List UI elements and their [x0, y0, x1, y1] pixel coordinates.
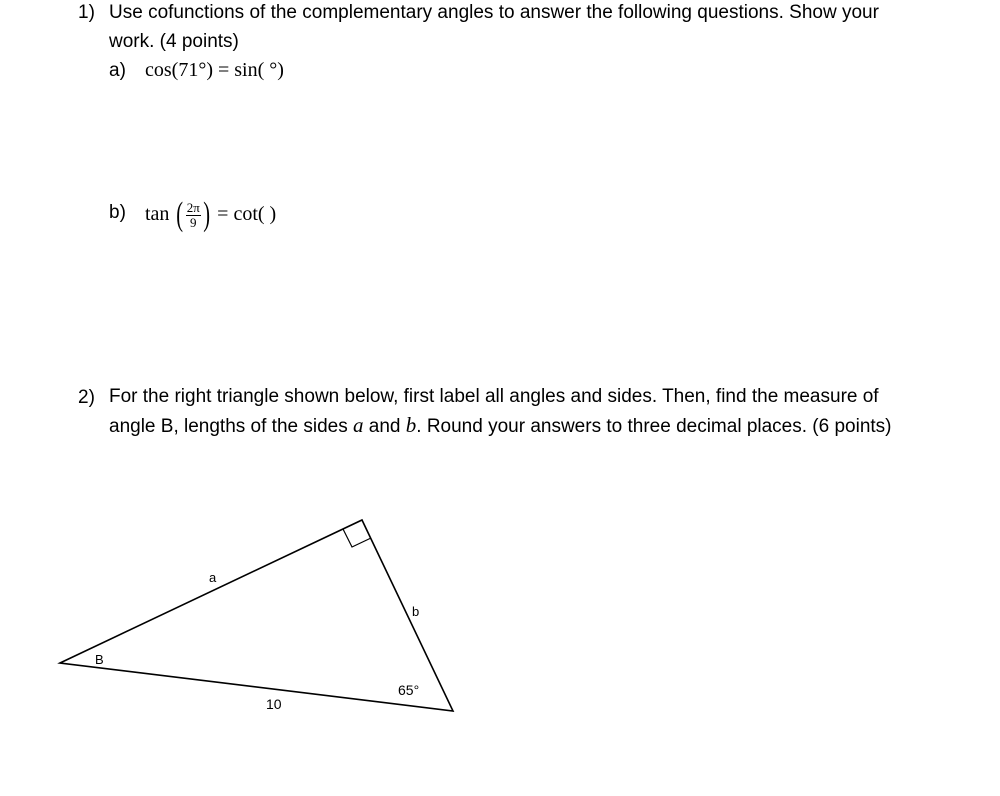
- part-b-rhs: = cot( ): [217, 203, 277, 225]
- q2-text-part-2: and: [363, 416, 406, 437]
- triangle-shape: [60, 520, 453, 711]
- fraction-numerator: 2π: [186, 200, 200, 215]
- right-paren: ): [203, 196, 210, 233]
- side-label-a: a: [209, 570, 217, 585]
- side-label-bottom: 10: [266, 696, 282, 712]
- question-1-line-1: Use cofunctions of the complementary angles to answer the following questions. Show your: [109, 2, 879, 23]
- question-1-line-2: work. (4 points): [109, 31, 239, 52]
- question-2-line-1: For the right triangle shown below, first label all angles and sides. Then, find the measure of: [109, 386, 879, 407]
- q2-text-part-3: . Round your answers to three decimal places. (6 points): [416, 416, 892, 437]
- vertex-label-B: B: [95, 652, 104, 667]
- side-label-b: b: [412, 604, 420, 619]
- angle-label: 65°: [398, 682, 420, 698]
- question-2-number: 2): [78, 387, 95, 408]
- part-b-label: b): [109, 202, 126, 223]
- variable-a: a: [353, 413, 364, 437]
- variable-b: b: [405, 413, 417, 437]
- question-1-number: 1): [78, 2, 95, 23]
- part-a-expression: cos(71°) = sin( °): [145, 59, 284, 81]
- part-a-label: a): [109, 60, 126, 81]
- fraction-denominator: 9: [190, 215, 197, 230]
- part-b-func: tan: [145, 203, 170, 225]
- left-paren: (: [176, 196, 184, 233]
- q2-text-part-1: angle B, lengths of the sides: [109, 416, 353, 437]
